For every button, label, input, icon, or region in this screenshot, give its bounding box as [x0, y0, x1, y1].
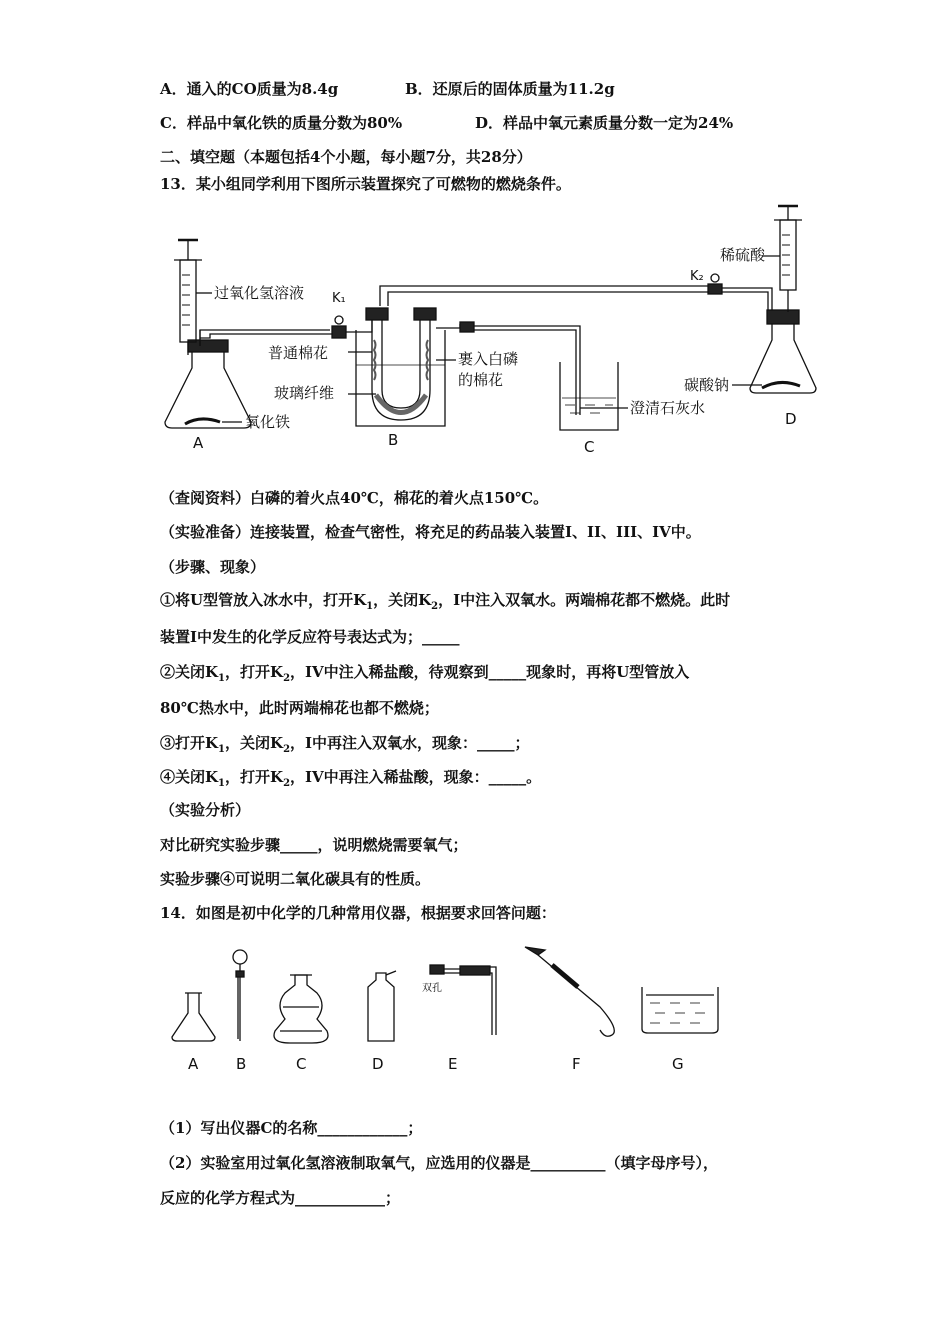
option-b: B．还原后的固体质量为11.2g: [405, 80, 615, 98]
option-c: C．样品中氧化铁的质量分数为80%: [160, 114, 403, 132]
q13-step2: ②关闭$K_1$，打开$K_2$，IV中注入稀盐酸，待观察到_____现象时，再将U型管放入: [160, 663, 690, 684]
label-14f: F: [572, 1055, 581, 1073]
q14-part3: 反应的化学方程式为____________；: [160, 1189, 401, 1207]
syringe-a: [180, 260, 196, 342]
label-wp-cotton: 裹入白磷: [458, 350, 519, 368]
q13-step2-line2: 80℃热水中，此时两端棉花也都不燃烧；: [160, 699, 439, 717]
combustion-apparatus-figure: [160, 200, 820, 465]
label-h2o2: 过氧化氢溶液: [214, 284, 305, 302]
label-iron-oxide: 氧化铁: [245, 413, 291, 431]
q13-steps-title: （步骤、现象）: [160, 558, 266, 576]
label-c: C: [584, 438, 595, 456]
q13-prep: （实验准备）连接装置，检查气密性，将充足的药品装入装置I、II、III、IV中。: [160, 523, 701, 541]
label-14g: G: [672, 1055, 684, 1073]
label-acid: 稀硫酸: [720, 246, 766, 264]
label-14c: C: [296, 1055, 307, 1073]
instrument-c-lamp: [274, 975, 328, 1043]
q13-step1: ①将U型管放入冰水中，打开$K_1$，关闭$K_2$，I中注入双氧水。两端棉花都不燃烧。此时: [160, 591, 731, 612]
instruments-figure: [160, 935, 740, 1085]
label-cotton: 普通棉花: [268, 344, 329, 362]
label-d: D: [785, 410, 797, 428]
instrument-f-tube: [525, 947, 545, 955]
label-b: B: [388, 431, 399, 449]
label-14b: B: [236, 1055, 247, 1073]
label-wp-cotton2: 的棉花: [458, 371, 504, 389]
q13-step4: ④关闭$K_1$，打开$K_2$，IV中再注入稀盐酸，现象：_____。: [160, 768, 542, 789]
label-na2co3: 碳酸钠: [684, 376, 730, 394]
option-d: D．样品中氧元素质量分数一定为24%: [475, 114, 734, 132]
label-a: A: [193, 434, 204, 452]
label-limewater: 澄清石灰水: [630, 399, 706, 417]
flask-a: [165, 350, 251, 428]
instrument-d-jar: [368, 973, 394, 1041]
label-14a: A: [188, 1055, 199, 1073]
label-14e: E: [448, 1055, 458, 1073]
q13-step1-line2: 装置I中发生的化学反应符号表达式为；_____: [160, 628, 460, 646]
q13-analysis1: 对比研究实验步骤_____，说明燃烧需要氧气；: [160, 836, 468, 854]
option-a: A．通入的CO质量为8.4g: [160, 80, 339, 98]
q13-analysis2: 实验步骤④可说明二氧化碳具有的性质。: [160, 870, 431, 888]
label-k1: K₁: [332, 291, 346, 306]
instrument-a-flask: [172, 993, 215, 1041]
instrument-e-stopper: [430, 965, 444, 974]
q13-step3: ③打开$K_1$，关闭$K_2$，I中再注入双氧水，现象：_____；: [160, 734, 530, 755]
q13-analysis-title: （实验分析）: [160, 801, 251, 819]
label-hole: 双孔: [422, 983, 442, 994]
label-14d: D: [372, 1055, 384, 1073]
q13-info: （查阅资料）白磷的着火点40℃，棉花的着火点150℃。: [160, 489, 549, 507]
instrument-b-dropper: [233, 950, 247, 964]
label-glass-fiber: 玻璃纤维: [274, 384, 335, 402]
q14-part2: （2）实验室用过氧化氢溶液制取氧气，应选用的仪器是__________（填字母序号），: [160, 1154, 718, 1172]
beaker-c: [560, 362, 618, 430]
q14-stem: 14．如图是初中化学的几种常用仪器，根据要求回答问题：: [160, 904, 556, 922]
instrument-g-trough: [642, 987, 718, 1033]
label-k2: K₂: [690, 269, 704, 284]
q13-stem: 13．某小组同学利用下图所示装置探究了可燃物的燃烧条件。: [160, 175, 571, 193]
q14-part1: （1）写出仪器C的名称____________；: [160, 1119, 423, 1137]
section-title: 二、填空题（本题包括4个小题，每小题7分，共28分）: [160, 148, 532, 166]
